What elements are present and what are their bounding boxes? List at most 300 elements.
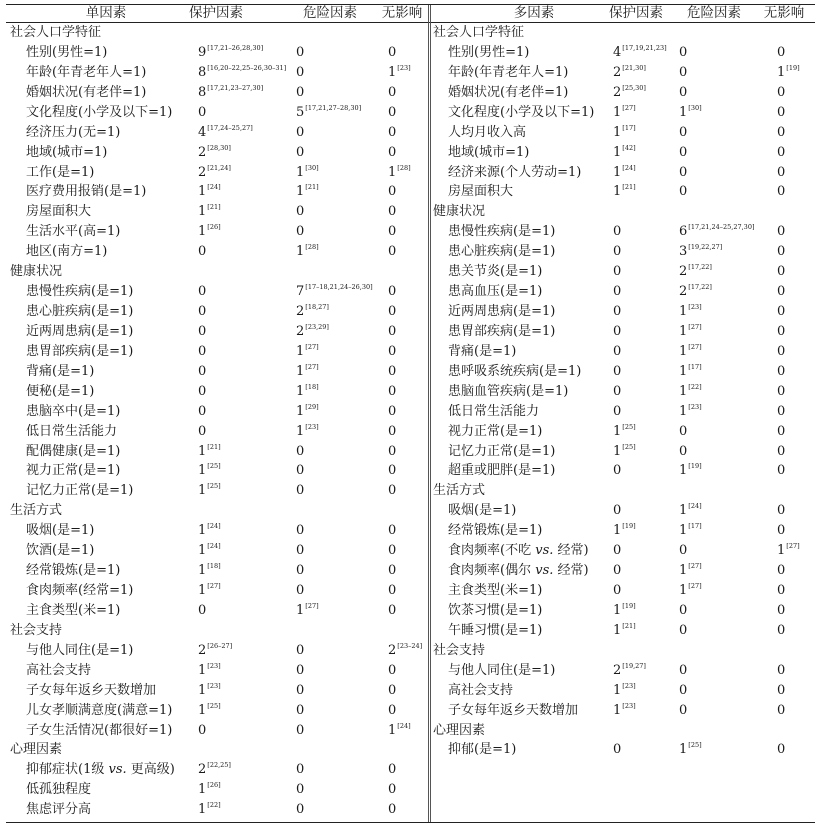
risk-count — [679, 561, 702, 581]
factor-row — [0, 123, 428, 143]
no-effect-count — [777, 701, 785, 721]
factor-row — [0, 721, 428, 741]
factor-label: 食肉频率(不吃 vs. 经常) — [448, 543, 589, 559]
risk-count — [679, 242, 722, 262]
factor-row — [0, 780, 428, 800]
factor-row — [0, 581, 428, 601]
no-effect-count — [388, 442, 396, 462]
protective-count — [198, 581, 221, 601]
no-effect-count-value: 0 — [388, 802, 397, 818]
protective-count — [198, 222, 221, 242]
protective-count-value: 1 — [198, 563, 207, 579]
risk-count-value: 0 — [679, 622, 688, 638]
no-effect-count — [388, 322, 396, 342]
protective-count-value: 0 — [613, 323, 622, 339]
factor-label: 便秘(是=1) — [26, 383, 95, 399]
protective-count-value: 1 — [198, 583, 207, 599]
protective-count-value: 1 — [198, 443, 207, 459]
no-effect-count-value: 0 — [388, 443, 397, 459]
factor-row — [430, 442, 821, 462]
protective-count-refs: [17,21–26,28,30] — [207, 43, 264, 52]
risk-count — [679, 461, 702, 481]
factor-label: 文化程度(小学及以下=1) — [448, 104, 595, 120]
no-effect-count-value: 0 — [777, 84, 786, 100]
risk-count-value: 0 — [679, 184, 688, 200]
factor-label: 性别(男性=1) — [448, 44, 530, 60]
protective-count — [198, 760, 231, 780]
no-effect-count-value: 0 — [388, 463, 397, 479]
factor-row — [0, 282, 428, 302]
protective-count — [613, 123, 636, 143]
factor-row — [0, 163, 428, 183]
protective-count-value: 0 — [198, 423, 207, 439]
risk-count-value: 1 — [679, 323, 688, 339]
protective-count-refs: [17,24–25,27] — [207, 123, 253, 132]
risk-count-value: 1 — [679, 583, 688, 599]
risk-count — [296, 541, 304, 561]
risk-count-value: 1 — [296, 403, 305, 419]
no-effect-count — [777, 43, 785, 63]
no-effect-count-value: 0 — [777, 682, 786, 698]
risk-count-refs: [30] — [688, 103, 702, 112]
protective-count-value: 2 — [198, 642, 207, 658]
protective-count-refs: [23] — [207, 681, 221, 690]
no-effect-count-value: 0 — [388, 284, 397, 300]
category-label: 健康状况 — [10, 264, 63, 280]
no-effect-count — [777, 581, 785, 601]
protective-count-refs: [27] — [622, 103, 636, 112]
protective-count-value: 1 — [613, 443, 622, 459]
protective-count — [613, 103, 636, 123]
protective-count-refs: [25] — [622, 442, 636, 451]
risk-count — [296, 83, 304, 103]
risk-count — [296, 800, 304, 820]
no-effect-count-value: 0 — [777, 662, 786, 678]
protective-count — [613, 661, 646, 681]
factor-row — [430, 83, 821, 103]
factor-label: 主食类型(米=1) — [26, 602, 121, 618]
no-effect-count-value: 0 — [388, 383, 397, 399]
factor-row — [430, 362, 821, 382]
factor-row — [0, 362, 428, 382]
category-row — [430, 721, 821, 741]
factor-label: 低日常生活能力 — [448, 403, 540, 419]
no-effect-count — [388, 541, 396, 561]
protective-count — [613, 402, 621, 422]
protective-count — [198, 322, 206, 342]
protective-count-value: 9 — [198, 44, 207, 60]
protective-count-value: 0 — [613, 583, 622, 599]
factor-row — [0, 222, 428, 242]
risk-count-refs: [27] — [688, 562, 702, 571]
header-univariate: 单因素 — [85, 5, 127, 21]
risk-count-value: 0 — [679, 124, 688, 140]
risk-count — [296, 382, 319, 402]
category-label: 生活方式 — [433, 483, 486, 499]
protective-count-refs: [17] — [622, 123, 636, 132]
no-effect-count — [777, 740, 785, 760]
factor-row — [0, 561, 428, 581]
protective-count — [198, 442, 221, 462]
risk-count — [679, 123, 687, 143]
factor-label: 低日常生活能力 — [26, 423, 118, 439]
no-effect-count — [388, 83, 396, 103]
risk-count — [296, 222, 304, 242]
protective-count — [198, 382, 206, 402]
risk-count-value: 0 — [296, 64, 305, 80]
no-effect-count — [777, 521, 785, 541]
factor-label: 患慢性疾病(是=1) — [26, 284, 134, 300]
risk-count-value: 0 — [296, 702, 305, 718]
factor-row — [0, 242, 428, 262]
protective-count — [613, 143, 636, 163]
no-effect-count — [777, 561, 785, 581]
risk-count — [679, 501, 702, 521]
protective-count-value: 0 — [613, 363, 622, 379]
risk-count — [296, 302, 329, 322]
protective-count — [613, 83, 646, 103]
no-effect-count — [777, 103, 785, 123]
header-risk-left: 危险因素 — [303, 5, 357, 21]
factor-row — [0, 302, 428, 322]
no-effect-count-refs: [19] — [786, 63, 800, 72]
category-label: 心理因素 — [433, 722, 486, 738]
no-effect-count — [777, 601, 785, 621]
risk-count-value: 1 — [679, 343, 688, 359]
risk-count-value: 0 — [296, 523, 305, 539]
risk-count-value: 5 — [296, 104, 305, 120]
risk-count-value: 1 — [679, 742, 688, 758]
risk-count-value: 0 — [296, 463, 305, 479]
protective-count-value: 1 — [613, 602, 622, 618]
risk-count-value: 0 — [679, 662, 688, 678]
no-effect-count — [388, 701, 396, 721]
risk-count-value: 0 — [679, 423, 688, 439]
category-label: 社会人口学特征 — [10, 25, 102, 40]
risk-count — [679, 681, 687, 701]
no-effect-count — [777, 242, 785, 262]
protective-count — [198, 422, 206, 442]
protective-count-value: 1 — [198, 682, 207, 698]
no-effect-count-value: 0 — [388, 44, 397, 60]
no-effect-count — [777, 442, 785, 462]
no-effect-count-value: 0 — [388, 682, 397, 698]
no-effect-count-value: 0 — [777, 403, 786, 419]
protective-count-refs: [25] — [207, 482, 221, 491]
factor-label: 子女每年返乡天数增加 — [448, 702, 579, 718]
header-multivariate: 多因素 — [513, 5, 555, 21]
protective-count-value: 0 — [198, 104, 207, 120]
header-protective-left: 保护因素 — [189, 5, 243, 21]
factor-row — [0, 103, 428, 123]
factor-label: 视力正常(是=1) — [448, 423, 543, 439]
no-effect-count-value: 0 — [777, 304, 786, 320]
no-effect-count — [777, 461, 785, 481]
factor-label: 年龄(年青老年人=1) — [26, 64, 147, 80]
factor-label: 饮茶习惯(是=1) — [448, 602, 543, 618]
protective-count-refs: [21,24] — [207, 163, 231, 172]
protective-count-value: 4 — [198, 124, 207, 140]
no-effect-count — [388, 63, 411, 83]
factor-label: 婚姻状况(有老伴=1) — [448, 84, 569, 100]
no-effect-count — [777, 123, 785, 143]
factor-row — [0, 43, 428, 63]
factor-label: 超重或肥胖(是=1) — [448, 463, 556, 479]
no-effect-count-value: 0 — [388, 204, 397, 220]
protective-count-value: 0 — [198, 403, 207, 419]
no-effect-count — [777, 621, 785, 641]
protective-count-value: 0 — [198, 343, 207, 359]
no-effect-count-value: 0 — [777, 323, 786, 339]
no-effect-count-value: 1 — [388, 722, 397, 738]
category-row — [430, 23, 821, 43]
factor-label: 背痛(是=1) — [26, 363, 95, 379]
protective-count-value: 2 — [613, 662, 622, 678]
no-effect-count-value: 0 — [777, 363, 786, 379]
vs-abbrev: vs. — [535, 563, 554, 579]
protective-count-value: 0 — [198, 323, 207, 339]
no-effect-count — [777, 501, 785, 521]
risk-count-value: 2 — [296, 304, 305, 320]
no-effect-count — [388, 760, 396, 780]
protective-count-value: 0 — [613, 563, 622, 579]
protective-count-refs: [19] — [622, 601, 636, 610]
vs-abbrev: vs. — [535, 543, 554, 559]
protective-count — [198, 282, 206, 302]
no-effect-count-value: 0 — [777, 602, 786, 618]
factor-label: 子女生活情况(都很好=1) — [26, 722, 173, 738]
protective-count — [613, 182, 636, 202]
protective-count-value: 1 — [613, 523, 622, 539]
protective-count-value: 2 — [613, 84, 622, 100]
protective-count-value: 1 — [198, 802, 207, 818]
no-effect-count-value: 0 — [388, 523, 397, 539]
risk-count — [296, 163, 319, 183]
protective-count-refs: [26] — [207, 781, 221, 790]
factor-row — [430, 601, 821, 621]
risk-count-value: 0 — [296, 483, 305, 499]
risk-count — [679, 182, 687, 202]
factor-label: 食肉频率(经常=1) — [26, 583, 134, 599]
protective-count — [198, 402, 206, 422]
factor-row — [430, 541, 821, 561]
protective-count — [198, 103, 206, 123]
risk-count — [679, 701, 687, 721]
no-effect-count-value: 0 — [777, 622, 786, 638]
risk-count-value: 0 — [679, 702, 688, 718]
protective-count-refs: [24] — [207, 183, 221, 192]
factor-label: 经常锻炼(是=1) — [448, 523, 543, 539]
protective-count — [198, 182, 221, 202]
risk-count — [296, 63, 304, 83]
no-effect-count — [388, 481, 396, 501]
no-effect-count — [388, 202, 396, 222]
risk-count-value: 1 — [296, 383, 305, 399]
protective-count-refs: [22] — [207, 801, 221, 810]
factor-row — [430, 561, 821, 581]
factor-row — [430, 282, 821, 302]
factor-row — [430, 103, 821, 123]
factor-row — [430, 701, 821, 721]
factor-row — [0, 322, 428, 342]
no-effect-count — [388, 521, 396, 541]
no-effect-count — [388, 382, 396, 402]
header-noeffect-right: 无影响 — [763, 5, 805, 21]
category-label: 健康状况 — [433, 204, 486, 220]
risk-count — [679, 541, 687, 561]
protective-count-value: 1 — [198, 523, 207, 539]
factor-label: 生活水平(高=1) — [26, 224, 121, 240]
risk-count-value: 0 — [679, 443, 688, 459]
no-effect-count — [388, 242, 396, 262]
factor-label: 婚姻状况(有老伴=1) — [26, 84, 147, 100]
no-effect-count-value: 0 — [388, 483, 397, 499]
no-effect-count — [388, 222, 396, 242]
risk-count-refs: [17,21,24–25,27,30] — [688, 223, 755, 232]
protective-count — [198, 780, 221, 800]
protective-count-refs: [26–27] — [207, 641, 233, 650]
factor-row — [0, 182, 428, 202]
protective-count-value: 1 — [198, 224, 207, 240]
factor-row — [0, 402, 428, 422]
protective-count — [198, 202, 221, 222]
factor-label: 患胃部疾病(是=1) — [448, 323, 556, 339]
risk-count-value: 1 — [679, 523, 688, 539]
risk-count-refs: [23] — [688, 303, 702, 312]
no-effect-count-refs: [28] — [397, 163, 411, 172]
no-effect-count — [777, 282, 785, 302]
protective-count-refs: [21,30] — [622, 63, 646, 72]
risk-count — [679, 262, 712, 282]
factor-row — [430, 521, 821, 541]
protective-count — [198, 362, 206, 382]
factor-row — [0, 481, 428, 501]
risk-count — [679, 362, 702, 382]
no-effect-count-value: 0 — [388, 304, 397, 320]
no-effect-count-value: 0 — [777, 463, 786, 479]
no-effect-count — [388, 681, 396, 701]
risk-count — [679, 581, 702, 601]
factor-label: 低孤独程度 — [26, 782, 92, 798]
protective-count — [198, 661, 221, 681]
protective-count — [198, 83, 263, 103]
factor-label: 记忆力正常(是=1) — [26, 483, 134, 499]
risk-count-refs: [17–18,21,24–26,30] — [305, 283, 373, 292]
risk-count-value: 1 — [679, 363, 688, 379]
risk-count — [679, 83, 687, 103]
no-effect-count — [777, 402, 785, 422]
no-effect-count — [777, 661, 785, 681]
risk-count — [296, 362, 319, 382]
no-effect-count — [388, 581, 396, 601]
factor-row — [0, 641, 428, 661]
protective-count-refs: [24] — [207, 542, 221, 551]
risk-count-refs: [17,22] — [688, 263, 712, 272]
protective-count-refs: [24] — [622, 163, 636, 172]
no-effect-count — [388, 342, 396, 362]
risk-count — [679, 342, 702, 362]
category-row — [0, 501, 428, 521]
risk-count-value: 0 — [296, 443, 305, 459]
category-row — [0, 621, 428, 641]
protective-count-value: 0 — [613, 284, 622, 300]
protective-count-value: 1 — [613, 164, 622, 180]
risk-count-value: 0 — [296, 144, 305, 160]
factor-label: 背痛(是=1) — [448, 343, 517, 359]
risk-count-value: 1 — [296, 602, 305, 618]
protective-count-value: 8 — [198, 64, 207, 80]
no-effect-count-value: 0 — [777, 244, 786, 260]
protective-count-value: 8 — [198, 84, 207, 100]
risk-count — [296, 581, 304, 601]
risk-count-refs: [18] — [305, 382, 319, 391]
no-effect-count-value: 0 — [777, 583, 786, 599]
no-effect-count-value: 0 — [388, 244, 397, 260]
protective-count-value: 0 — [198, 383, 207, 399]
no-effect-count-value: 0 — [388, 762, 397, 778]
protective-count-refs: [19] — [622, 522, 636, 531]
no-effect-count-value: 0 — [388, 563, 397, 579]
no-effect-count-value: 0 — [388, 124, 397, 140]
risk-count-value: 1 — [296, 164, 305, 180]
protective-count-value: 2 — [198, 164, 207, 180]
protective-count-refs: [28,30] — [207, 143, 231, 152]
no-effect-count-refs: [27] — [786, 542, 800, 551]
risk-count — [679, 63, 687, 83]
no-effect-count — [777, 322, 785, 342]
no-effect-count-value: 0 — [388, 702, 397, 718]
no-effect-count — [777, 681, 785, 701]
no-effect-count — [388, 800, 396, 820]
factor-label: 地区(南方=1) — [26, 244, 108, 260]
category-row — [0, 23, 428, 43]
no-effect-count — [388, 182, 396, 202]
category-row — [0, 740, 428, 760]
risk-count-refs: [27] — [688, 582, 702, 591]
protective-count-value: 0 — [198, 304, 207, 320]
no-effect-count-refs: [23–24] — [397, 641, 423, 650]
risk-count-refs: [27] — [688, 342, 702, 351]
no-effect-count-value: 0 — [388, 104, 397, 120]
no-effect-count-value: 0 — [777, 164, 786, 180]
protective-count-refs: [23] — [622, 701, 636, 710]
factor-row — [0, 143, 428, 163]
risk-count-refs: [27] — [688, 322, 702, 331]
no-effect-count-value: 0 — [777, 503, 786, 519]
header-protective-right: 保护因素 — [609, 5, 663, 21]
risk-count — [296, 242, 319, 262]
vs-abbrev: vs. — [108, 762, 127, 778]
risk-count — [296, 760, 304, 780]
protective-count-refs: [22,25] — [207, 761, 231, 770]
no-effect-count-value: 0 — [777, 523, 786, 539]
no-effect-count — [388, 282, 396, 302]
risk-count-refs: [17,21,27–28,30] — [305, 103, 362, 112]
risk-count-value: 1 — [296, 244, 305, 260]
protective-count — [198, 43, 263, 63]
no-effect-count-value: 0 — [388, 662, 397, 678]
factor-row — [430, 262, 821, 282]
factor-row — [430, 242, 821, 262]
factor-row — [430, 63, 821, 83]
no-effect-count-value: 0 — [777, 563, 786, 579]
risk-count-value: 1 — [296, 423, 305, 439]
protective-count-refs: [21] — [622, 621, 636, 630]
factor-label: 人均月收入高 — [448, 124, 527, 140]
factor-row — [0, 342, 428, 362]
risk-count — [296, 442, 304, 462]
protective-count — [198, 521, 221, 541]
